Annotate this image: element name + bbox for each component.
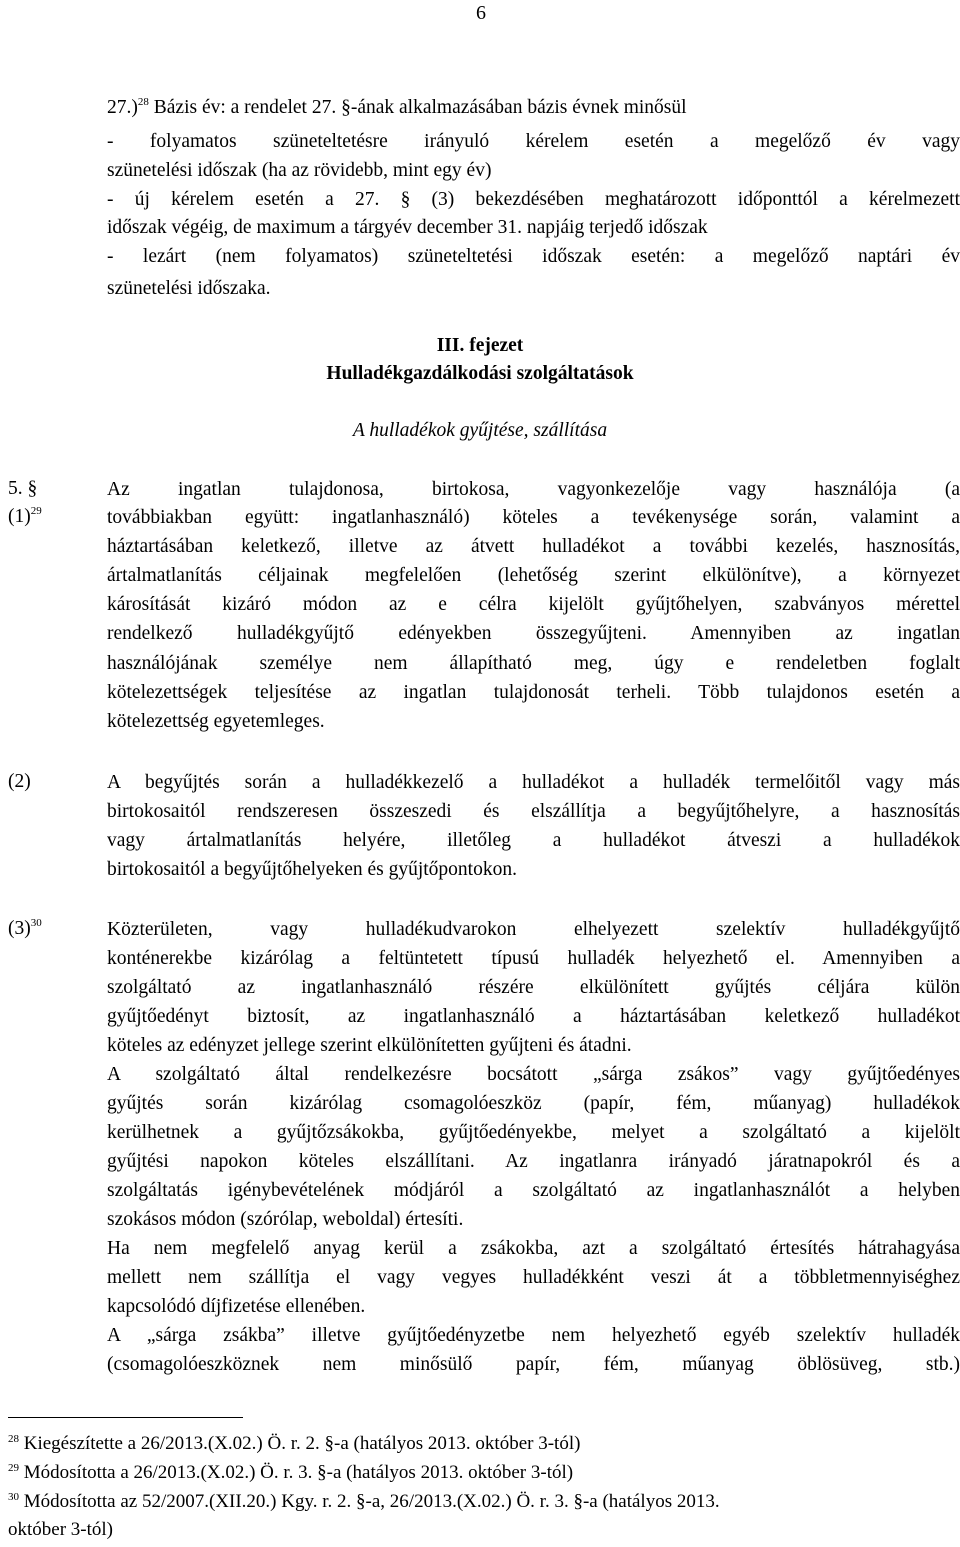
footnote-29 [8,1462,573,1484]
chapter-title: Hulladékgazdálkodási szolgáltatások [326,363,634,384]
intro-line: szünetelési időszaka. [107,278,271,299]
chapter-number: III. fejezet [436,335,524,356]
paragraph-3-line: gyűjtési napokon köteles elszállítani. Az ingatlanra irányadó járatnapokról és a [107,1151,960,1172]
footnote-ref-29: 29 [30,505,42,517]
paragraph-3-line: szokásos módon (szórólap, weboldal) értesíti. [107,1209,464,1230]
footnote-text: Módosította a 26/2013.(X.02.) Ö. r. 3. §-a (hatályos 2013. október 3-tól) [23,1462,574,1483]
paragraph-2-label: (2) [8,771,31,792]
paragraph-1-line: kötelezettségek teljesítése az ingatlan tulajdonosát terheli. Több tulajdonos esetén a [107,682,960,703]
section-label: 5. § [8,478,38,499]
footnote-ref-28: 28 [137,96,149,108]
intro-line: - új kérelem esetén a 27. § (3) bekezdésében meghatározott időponttól a kérelmezett [107,189,960,210]
footnote-30-continuation: október 3-tól) [8,1519,114,1540]
intro-line: szünetelési időszak (ha az rövidebb, mint egy év) [107,160,492,181]
paragraph-3-line: kerülhetnek a gyűjtőzsákokba, gyűjtőedényekbe, melyet a szolgáltató a kijelölt [107,1122,960,1143]
footnote-mark: 28 [8,1433,19,1445]
paragraph-3-line: konténerekbe kizárólag a feltüntetett típusú hulladék helyezhető el. Amennyiben a [107,948,960,969]
paragraph-1-line: ártalmatlanítás céljainak megfelelően (lehetőség szerint elkülönítve), a környezet [107,565,960,586]
paragraph-1-label: $(1)^{29}$ [8,505,42,527]
paragraph-2-line: A begyűjtés során a hulladékkezelő a hulladékot a hulladék termelőitől vagy más [107,772,960,793]
definition-27-number: 27.) [107,97,138,118]
footnote-28 [8,1433,580,1455]
intro-line: - lezárt (nem folyamatos) szüneteltetési időszak esetén: a megelőző naptári év [107,246,960,267]
paragraph-1-line: rendelkező hulladékgyűjtő edényekben összegyűjteni. Amennyiben az ingatlan [107,623,960,644]
paragraph-3-line: köteles az edényzet jellege szerint elkülönítetten gyűjteni és átadni. [107,1035,632,1056]
paragraph-1-line: használójának személye nem állapítható meg, úgy e rendeletben foglalt [107,653,960,674]
paragraph-3-line: szolgáltatás igénybevételének módjáról a szolgáltató az ingatlanhasználót a helyben [107,1180,960,1201]
paragraph-3-line: mellett nem szállítja el vagy vegyes hulladékként veszi át a többletmennyiséghez [107,1267,960,1288]
footnote-text: Kiegészítette a 26/2013.(X.02.) Ö. r. 2. §-a (hatályos 2013. október 3-tól) [23,1433,581,1454]
paragraph-3-line: gyűjtőedényt biztosít, az ingatlanhasználó a háztartásában keletkező hulladékot [107,1006,960,1027]
section-subtitle: A hulladékok gyűjtése, szállítása [352,420,608,441]
definition-27-text: Bázis év: a rendelet 27. §-ának alkalmazásában bázis évnek minősül [148,97,687,118]
paragraph-3-line: kapcsolódó díjfizetése ellenében. [107,1296,366,1317]
footnote-mark: 30 [8,1491,19,1503]
paragraph-3-line: Közterületen, vagy hulladékudvarokon elhelyezett szelektív hulladékgyűjtő [107,919,960,940]
definition-27-line [107,96,687,120]
footnote-30 [8,1491,720,1513]
paragraph-2-line: birtokosaitól rendszeresen összeszedi és elszállítja a begyűjtőhelyre, a hasznosítás [107,801,960,822]
paragraph-3-line: Ha nem megfelelő anyag kerül a zsákokba, azt a szolgáltató értesítés hátrahagyása [107,1238,960,1259]
paragraph-3-label: $(3)^{30}$ [8,917,42,939]
paragraph-1-line: továbbiakban együtt: ingatlanhasználó) köteles a tevékenysége során, valamint a [107,507,960,528]
paragraph-2-line: birtokosaitól a begyűjtőhelyeken és gyűjtőpontokon. [107,859,517,880]
paragraph-1-line: háztartásában keletkező, illetve az átvett hulladékot a további kezelés, hasznosítás, [107,536,960,557]
paragraph-3-line: gyűjtés során kizárólag csomagolóeszköz (papír, fém, műanyag) hulladékok [107,1093,960,1114]
footnote-text: Módosította az 52/2007.(XII.20.) Kgy. r. 2. §-a, 26/2013.(X.02.) Ö. r. 3. §-a (hatályos 2013. [23,1491,720,1512]
paragraph-3-line: A „sárga zsákba” illetve gyűjtőedényzetbe nem helyezhető egyéb szelektív hulladék [107,1325,960,1346]
paragraph-1-line: Az ingatlan tulajdonosa, birtokosa, vagyonkezelője vagy használója (a [107,479,960,500]
footnote-mark: 29 [8,1462,19,1474]
intro-line: időszak végéig, de maximum a tárgyév december 31. napjáig terjedő időszak [107,217,708,238]
footnote-separator [8,1417,243,1418]
paragraph-1-line: károsítását kizáró módon az e célra kijelölt gyűjtőhelyen, szabványos mérettel [107,594,960,615]
paragraph-3-line: szolgáltató az ingatlanhasználó részére elkülönített gyűjtés céljára külön [107,977,960,998]
paragraph-1-line: kötelezettség egyetemleges. [107,711,325,732]
paragraph-3-line: (csomagolóeszköznek nem minősülő papír, fém, műanyag öblösüveg, stb.) [107,1354,960,1375]
intro-line: - folyamatos szüneteltetésre irányuló kérelem esetén a megelőző év vagy [107,131,960,152]
paragraph-3-line: A szolgáltató által rendelkezésre bocsátott „sárga zsákos” vagy gyűjtőedényes [107,1064,960,1085]
footnote-ref-30: 30 [30,917,42,929]
page-number: 6 [476,2,486,24]
paragraph-2-line: vagy ártalmatlanítás helyére, illetőleg a hulladékot átveszi a hulladékok [107,830,960,851]
